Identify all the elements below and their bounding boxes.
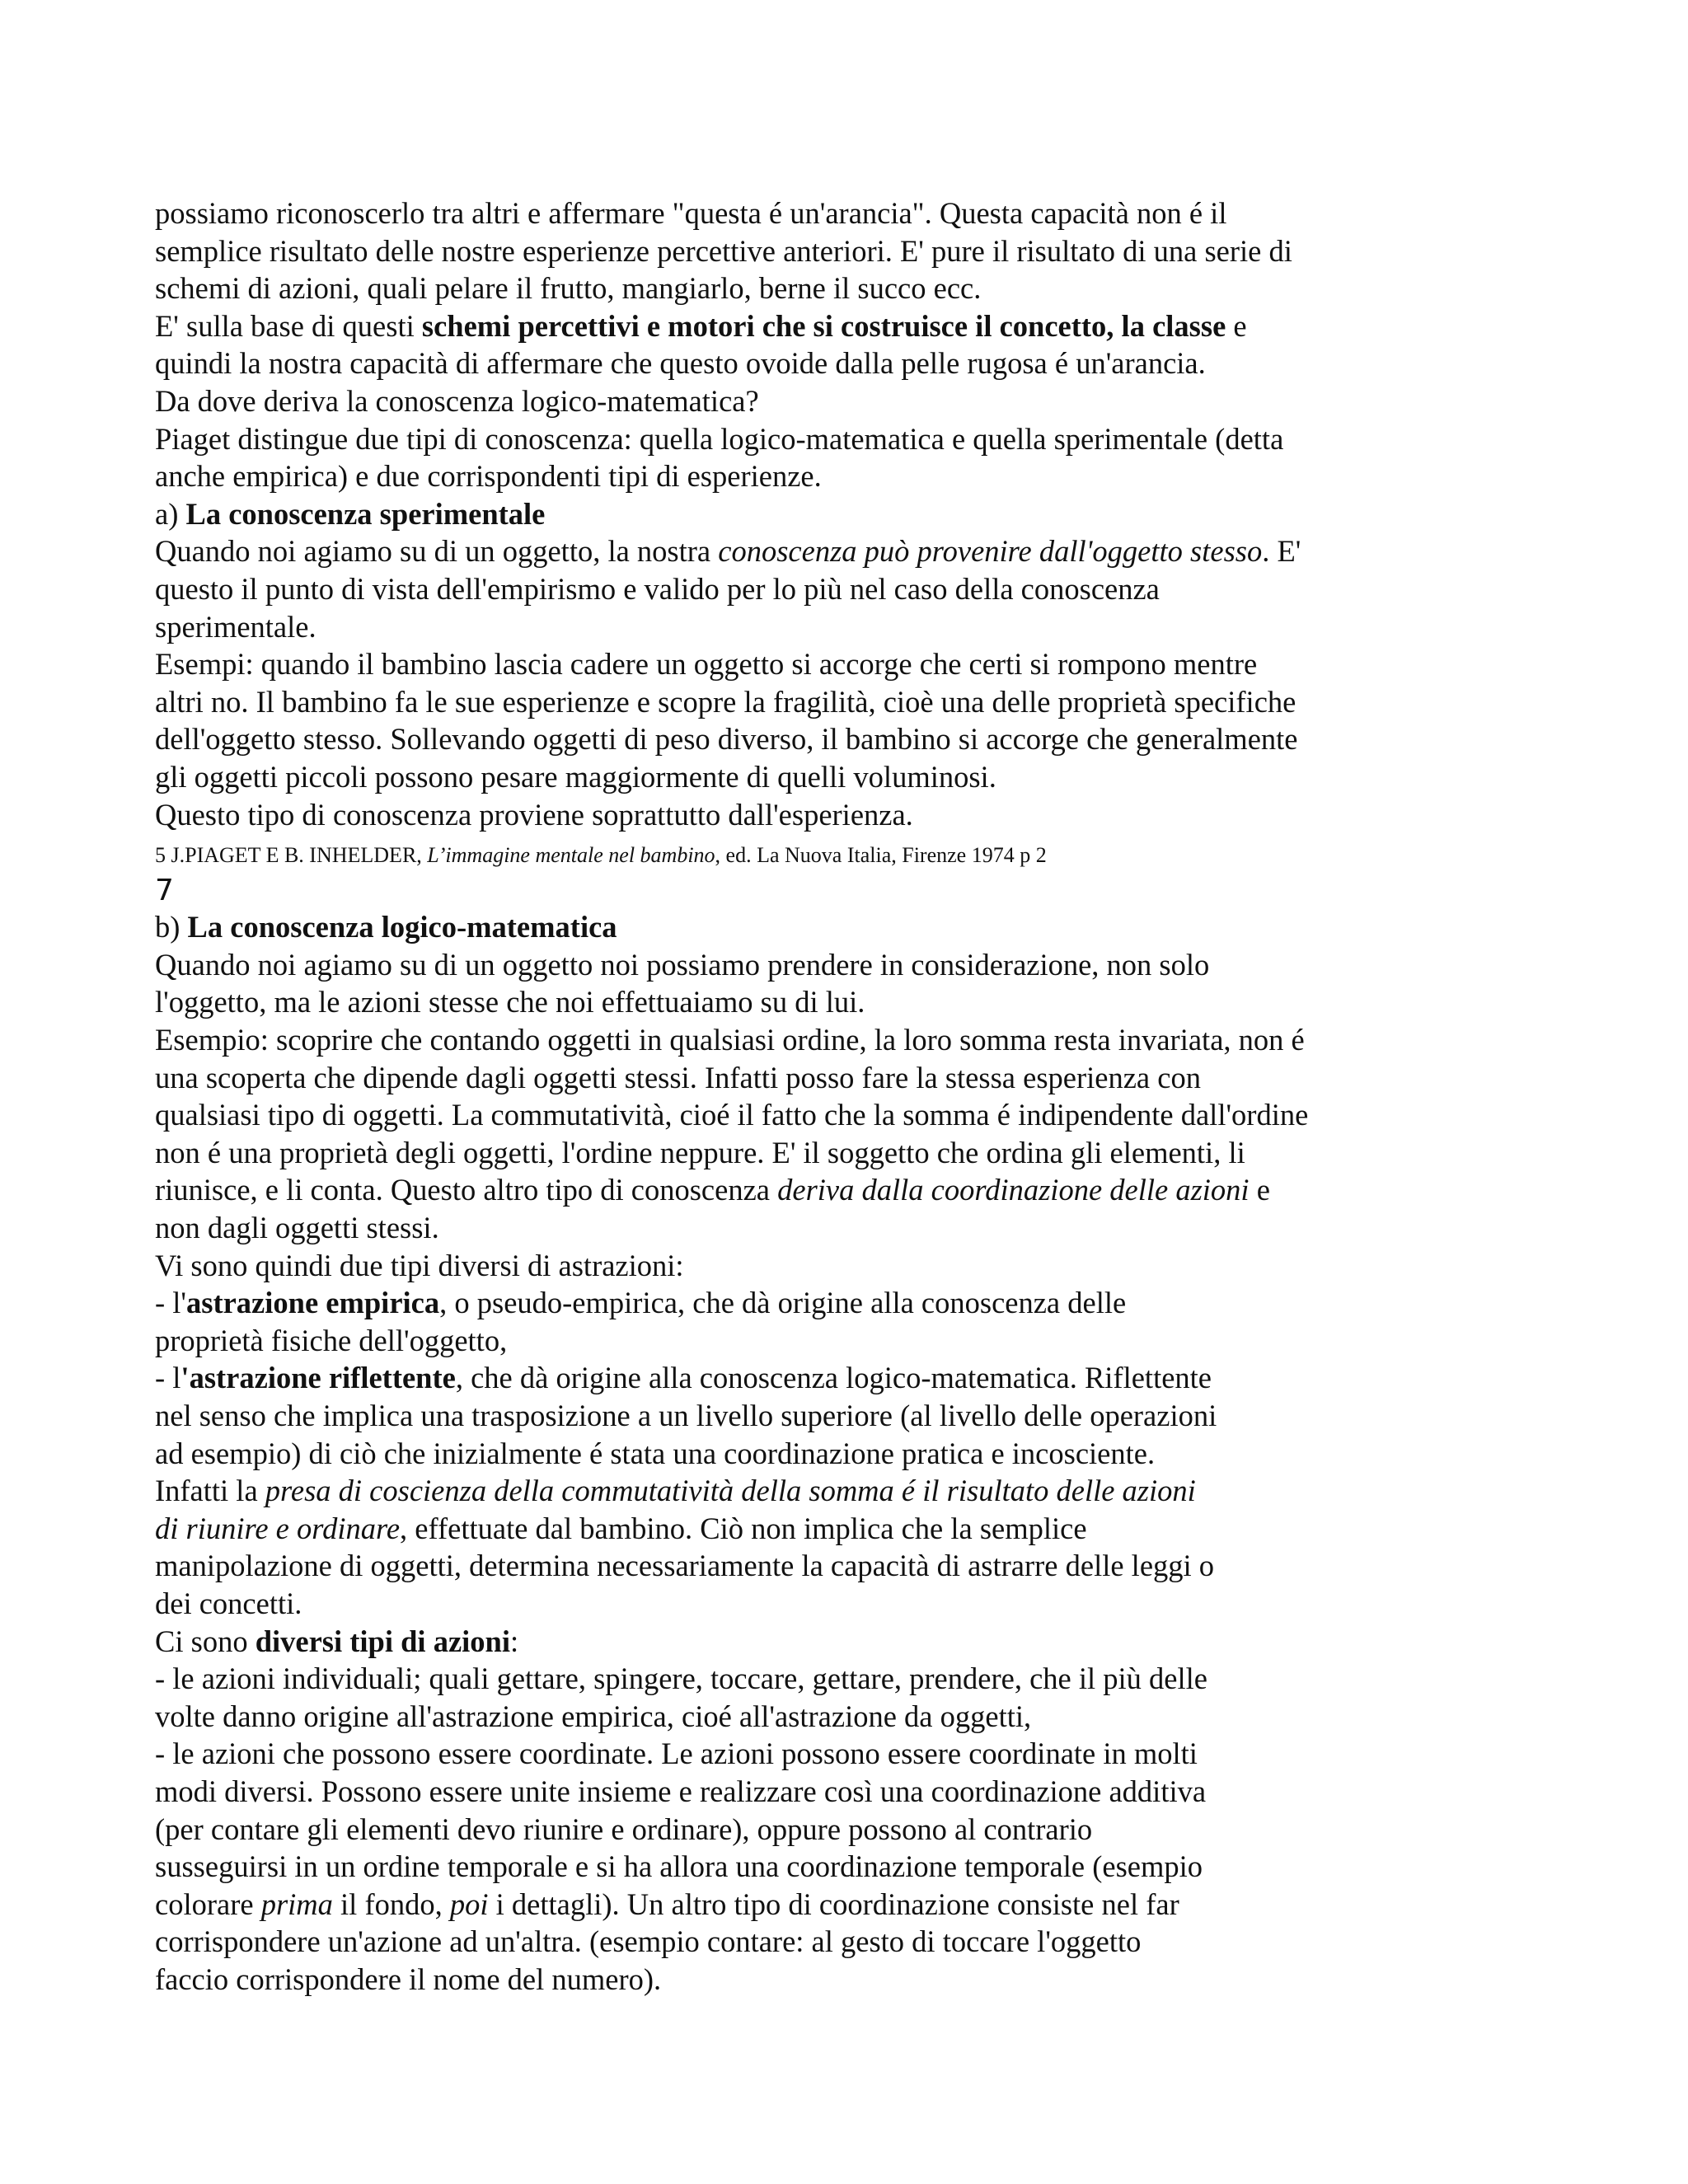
text-run: a) bbox=[155, 496, 186, 531]
text-run: colorare bbox=[155, 1886, 261, 1921]
text-run: e bbox=[1226, 308, 1247, 343]
text-line bbox=[155, 1735, 1441, 1773]
text-run: l'oggetto, ma le azioni stesse che noi effettuaiamo su di lui. bbox=[155, 985, 865, 1019]
text-line bbox=[155, 269, 1441, 307]
italic-text: prima bbox=[260, 1886, 333, 1921]
body-text bbox=[155, 194, 1441, 1999]
text-run: Esempio: scoprire che contando oggetti in qualsiasi ordine, la loro somma resta invariata, non é bbox=[155, 1023, 1305, 1057]
text-run: ad esempio) di ciò che inizialmente é stata una coordinazione pratica e incosciente. bbox=[155, 1436, 1156, 1470]
page-number: 7 bbox=[155, 873, 174, 907]
text-line bbox=[155, 1811, 1441, 1849]
bold-text: astrazione empirica bbox=[186, 1286, 440, 1320]
text-line bbox=[155, 1209, 1441, 1247]
text-line bbox=[155, 570, 1441, 608]
text-line bbox=[155, 382, 1441, 420]
text-run: proprietà fisiche dell'oggetto, bbox=[155, 1323, 508, 1357]
text-line bbox=[155, 232, 1441, 270]
text-run: Piaget distingue due tipi di conoscenza: quella logico-matematica e quella sperimentale (detta bbox=[155, 421, 1284, 456]
text-run: . E' bbox=[1262, 534, 1301, 569]
text-run: E' sulla base di questi bbox=[155, 308, 422, 343]
text-run: manipolazione di oggetti, determina necessariamente la capacità di astrarre delle leggi o bbox=[155, 1549, 1215, 1583]
text-line bbox=[155, 457, 1441, 495]
footnote-text: L’immagine mentale nel bambino bbox=[427, 843, 715, 868]
text-line bbox=[155, 1322, 1441, 1360]
italic-text: presa di coscienza della commutatività della somma é il risultato delle azioni bbox=[265, 1474, 1196, 1508]
text-line bbox=[155, 1698, 1441, 1736]
text-run: - le azioni individuali; quali gettare, spingere, toccare, gettare, prendere, che il più delle bbox=[155, 1661, 1207, 1696]
text-line bbox=[155, 1585, 1441, 1623]
text-run: gli oggetti piccoli possono pesare maggiormente di quelli voluminosi. bbox=[155, 759, 996, 794]
text-run: corrispondere un'azione ad un'altra. (esempio contare: al gesto di toccare l'oggetto bbox=[155, 1924, 1142, 1959]
text-run: possiamo riconoscerlo tra altri e affermare "questa é un'arancia". Questa capacità non é il bbox=[155, 196, 1227, 230]
text-run: nel senso che implica una trasposizione a un livello superiore (al livello delle operazioni bbox=[155, 1399, 1217, 1432]
text-line bbox=[155, 1886, 1441, 1924]
text-run: questo il punto di vista dell'empirismo e valido per lo più nel caso della conoscenza bbox=[155, 571, 1160, 606]
italic-text: di riunire e ordinare bbox=[155, 1511, 401, 1545]
text-run: Quando noi agiamo su di un oggetto noi possiamo prendere in considerazione, non solo bbox=[155, 947, 1210, 982]
text-line bbox=[155, 344, 1441, 382]
text-line bbox=[155, 1923, 1441, 1961]
text-line bbox=[155, 1021, 1441, 1059]
text-run: il fondo, bbox=[332, 1886, 450, 1921]
text-run: altri no. Il bambino fa le sue esperienze e scopre la fragilità, cioè una delle proprietà specifiche bbox=[155, 684, 1296, 719]
text-run: : bbox=[509, 1624, 519, 1658]
text-run: una scoperta che dipende dagli oggetti stessi. Infatti posso fare la stessa esperienza con bbox=[155, 1060, 1201, 1094]
text-run: - le azioni che possono essere coordinate. Le azioni possono essere coordinate in molti bbox=[155, 1736, 1198, 1771]
text-run: riunisce, e li conta. Questo altro tipo di conoscenza bbox=[155, 1173, 778, 1207]
text-line bbox=[155, 871, 1441, 909]
text-line bbox=[155, 833, 1441, 871]
text-line bbox=[155, 1134, 1441, 1172]
text-line bbox=[155, 720, 1441, 758]
text-run: non dagli oggetti stessi. bbox=[155, 1211, 439, 1245]
text-run: Quando noi agiamo su di un oggetto, la nostra bbox=[155, 534, 719, 569]
text-line bbox=[155, 908, 1441, 946]
text-run: Vi sono quindi due tipi diversi di astrazioni: bbox=[155, 1248, 684, 1282]
text-line bbox=[155, 1660, 1441, 1698]
text-line bbox=[155, 1284, 1441, 1322]
text-run: , effettuate dal bambino. Ciò non implica che la semplice bbox=[400, 1511, 1087, 1545]
italic-text: conoscenza può provenire dall'oggetto stesso bbox=[718, 534, 1263, 569]
text-run: (per contare gli elementi devo riunire e ordinare), oppure possono al contrario bbox=[155, 1811, 1093, 1846]
text-line bbox=[155, 983, 1441, 1021]
text-run: semplice risultato delle nostre esperienze percettive anteriori. E' pure il risultato di una serie di bbox=[155, 233, 1292, 268]
text-line bbox=[155, 1510, 1441, 1548]
text-run: sperimentale. bbox=[155, 609, 316, 644]
bold-text: diversi tipi di azioni bbox=[255, 1624, 510, 1658]
text-line bbox=[155, 194, 1441, 232]
text-run: i dettagli). Un altro tipo di coordinazione consiste nel far bbox=[488, 1886, 1179, 1921]
text-run: anche empirica) e due corrispondenti tipi di esperienze. bbox=[155, 459, 822, 494]
text-line bbox=[155, 1435, 1441, 1473]
text-line bbox=[155, 1359, 1441, 1397]
text-run: - l' bbox=[155, 1286, 186, 1320]
text-run: non é una proprietà degli oggetti, l'ordine neppure. E' il soggetto che ordina gli elementi, li bbox=[155, 1135, 1245, 1169]
text-run: Da dove deriva la conoscenza logico-matematica? bbox=[155, 383, 759, 418]
text-line bbox=[155, 683, 1441, 721]
text-line bbox=[155, 1961, 1441, 1999]
text-line bbox=[155, 1547, 1441, 1585]
bold-text: schemi percettivi e motori che si costruisce il concetto, la classe bbox=[421, 308, 1226, 343]
text-line bbox=[155, 420, 1441, 458]
bold-text: La conoscenza sperimentale bbox=[185, 496, 546, 531]
bold-text: La conoscenza logico-matematica bbox=[187, 910, 617, 944]
text-line bbox=[155, 1247, 1441, 1285]
text-line bbox=[155, 645, 1441, 683]
text-run: Esempi: quando il bambino lascia cadere un oggetto si accorge che certi si rompono mentre bbox=[155, 647, 1258, 682]
text-line bbox=[155, 946, 1441, 984]
text-run: Ci sono bbox=[155, 1624, 256, 1658]
text-line bbox=[155, 1059, 1441, 1097]
text-run: faccio corrispondere il nome del numero). bbox=[155, 1961, 662, 1996]
text-line bbox=[155, 608, 1441, 646]
text-line bbox=[155, 1472, 1441, 1510]
text-run: susseguirsi in un ordine temporale e si ha allora una coordinazione temporale (esempio bbox=[155, 1849, 1203, 1884]
text-line bbox=[155, 1171, 1441, 1209]
text-line bbox=[155, 1096, 1441, 1134]
text-run: qualsiasi tipo di oggetti. La commutatività, cioé il fatto che la somma é indipendente dall'ordine bbox=[155, 1098, 1309, 1132]
italic-text: deriva dalla coordinazione delle azioni bbox=[777, 1173, 1250, 1207]
footnote-text: , ed. La Nuova Italia, Firenze 1974 p 2 bbox=[715, 843, 1047, 868]
text-line bbox=[155, 532, 1441, 570]
text-run: - l bbox=[155, 1361, 181, 1395]
text-run: e bbox=[1249, 1173, 1270, 1207]
text-run: schemi di azioni, quali pelare il frutto, mangiarlo, berne il succo ecc. bbox=[155, 271, 982, 306]
text-run: , che dà origine alla conoscenza logico-matematica. Riflettente bbox=[455, 1361, 1212, 1395]
text-line bbox=[155, 796, 1441, 834]
italic-text: poi bbox=[449, 1886, 489, 1921]
text-run: , o pseudo-empirica, che dà origine alla conoscenza delle bbox=[439, 1286, 1127, 1320]
text-line bbox=[155, 1773, 1441, 1811]
text-run: volte danno origine all'astrazione empirica, cioé all'astrazione da oggetti, bbox=[155, 1699, 1032, 1733]
text-run: dei concetti. bbox=[155, 1586, 302, 1620]
text-line bbox=[155, 758, 1441, 796]
text-run: dell'oggetto stesso. Sollevando oggetti di peso diverso, il bambino si accorge che generalmente bbox=[155, 722, 1298, 757]
text-line bbox=[155, 1848, 1441, 1886]
text-run: modi diversi. Possono essere unite insieme e realizzare così una coordinazione additiva bbox=[155, 1774, 1207, 1808]
text-line bbox=[155, 307, 1441, 345]
text-line bbox=[155, 1397, 1441, 1435]
text-run: b) bbox=[155, 910, 188, 944]
text-run: Infatti la bbox=[155, 1474, 265, 1508]
text-run: Questo tipo di conoscenza proviene soprattutto dall'esperienza. bbox=[155, 797, 913, 832]
text-line bbox=[155, 495, 1441, 533]
text-line bbox=[155, 1623, 1441, 1661]
footnote-text: 5 J.PIAGET E B. INHELDER, bbox=[155, 843, 428, 868]
text-run: quindi la nostra capacità di affermare che questo ovoide dalla pelle rugosa é un'arancia. bbox=[155, 346, 1206, 381]
bold-text: 'astrazione riflettente bbox=[181, 1361, 456, 1395]
